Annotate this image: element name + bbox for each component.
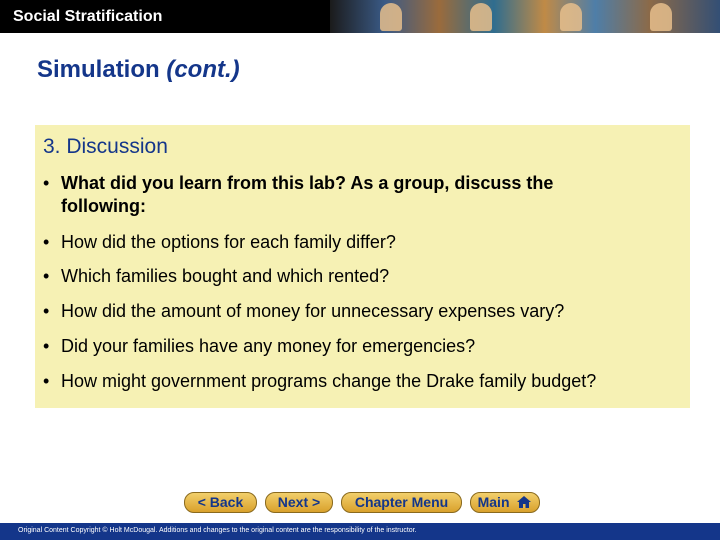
bullet-text: How did the options for each family differ? [61, 232, 396, 252]
bullet-text-continued: following: [61, 196, 146, 216]
header-title: Social Stratification [13, 8, 163, 25]
bullet-icon: • [43, 371, 50, 391]
section-heading: 3. Discussion [43, 135, 168, 158]
chapter-menu-button[interactable]: Chapter Menu [341, 492, 462, 513]
bullet-text: Which families bought and which rented? [61, 266, 390, 286]
header-banner-image [330, 0, 720, 33]
back-button[interactable]: < Back [184, 492, 257, 513]
figure-icon [380, 3, 402, 31]
slide-title-main: Simulation [37, 56, 160, 83]
footer-bar [0, 523, 720, 540]
figure-icon [650, 3, 672, 31]
bullet-icon: • [43, 336, 50, 356]
copyright-text: Original Content Copyright © Holt McDougal. Additions and changes to the original content are the responsibility of the instructor. [18, 527, 417, 534]
house-icon [516, 495, 532, 509]
main-button-label: Main [477, 494, 510, 510]
slide-title [37, 56, 240, 84]
bullet-text: What did you learn from this lab? As a group, discuss the [61, 173, 554, 193]
bullet-text: How did the amount of money for unnecessary expenses vary? [61, 301, 565, 321]
bullet-text: How might government programs change the Drake family budget? [61, 371, 597, 391]
figure-icon [560, 3, 582, 31]
slide-title-suffix: (cont.) [166, 56, 240, 83]
discussion-panel [35, 125, 690, 408]
figure-icon [470, 3, 492, 31]
header-bar [0, 0, 720, 33]
bullet-icon: • [43, 301, 50, 321]
bullet-icon: • [43, 173, 50, 193]
bullet-icon: • [43, 266, 50, 286]
bullet-icon: • [43, 232, 50, 252]
main-button[interactable] [470, 492, 540, 513]
next-button[interactable]: Next > [265, 492, 333, 513]
bullet-text: Did your families have any money for emergencies? [61, 336, 476, 356]
